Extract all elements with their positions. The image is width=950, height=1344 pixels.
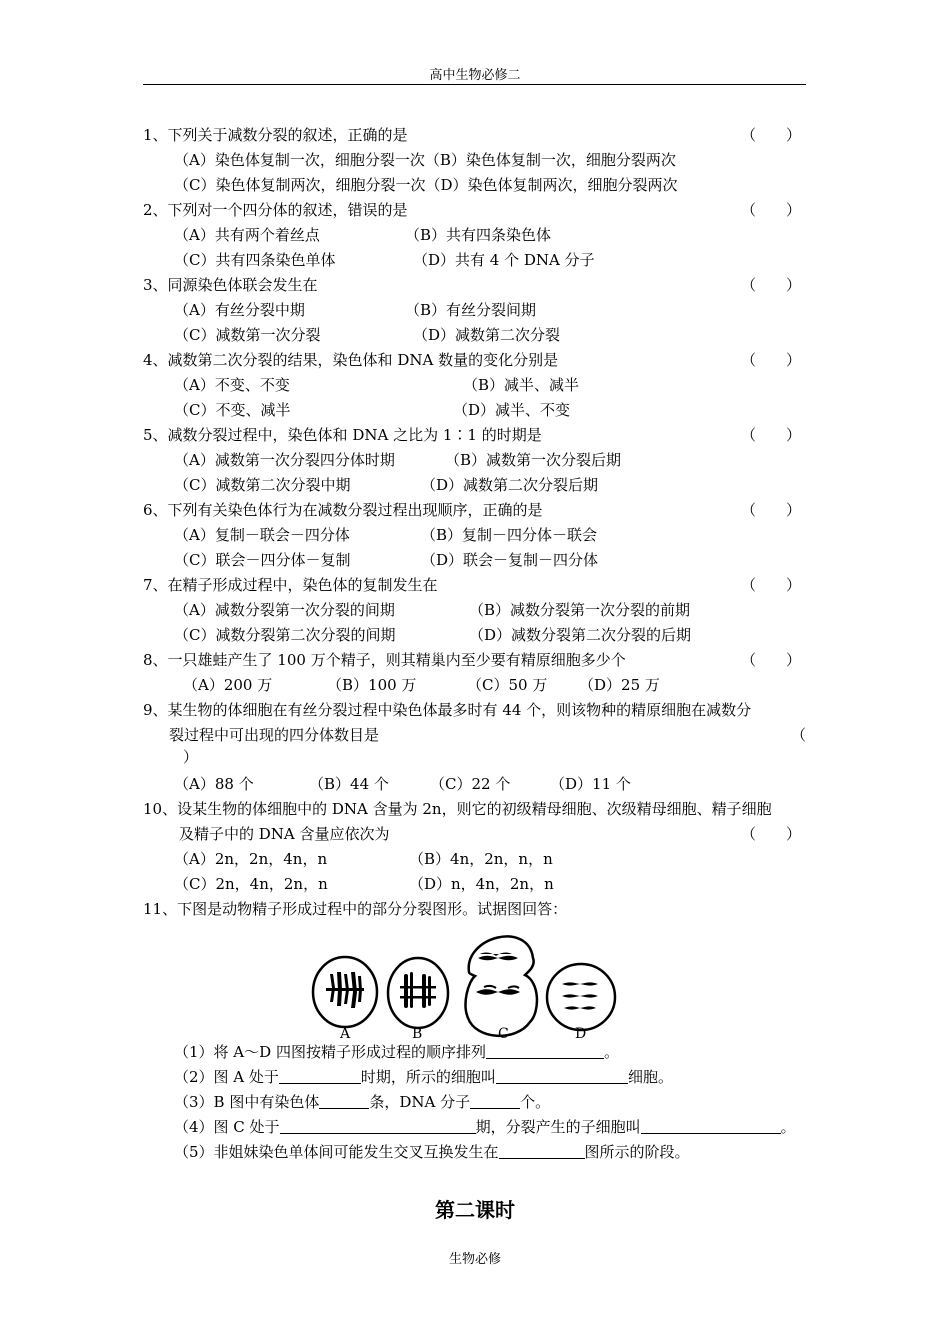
page-header: 高中生物必修二	[429, 68, 521, 83]
option-c: （C）减数第二次分裂中期	[174, 476, 351, 494]
answer-bracket: （ ）	[740, 426, 801, 444]
question-10-stem-line2: 及精子中的 DNA 含量应依次为 （ ）	[143, 822, 806, 847]
answer-bracket: （ ）	[740, 576, 801, 594]
option-b: （B）减数第一次分裂后期	[445, 451, 622, 469]
option-b: （B）100 万	[327, 676, 417, 694]
option-d: （D）减数第二次分裂后期	[421, 476, 599, 494]
option-b: （B）减半、减半	[463, 376, 580, 394]
question-6-stem: 6、下列有关染色体行为在减数分裂过程出现顺序，正确的是 （ ）	[143, 498, 806, 523]
answer-bracket: （ ）	[740, 201, 801, 219]
question-11-sub-3: （3）B 图中有染色体 条，DNA 分子 个。	[174, 1093, 551, 1111]
answer-bracket: （ ）	[740, 126, 801, 144]
question-5-stem: 5、减数分裂过程中，染色体和 DNA 之比为 1∶1 的时期是 （ ）	[143, 423, 806, 448]
question-2-stem: 2、下列对一个四分体的叙述，错误的是 （ ）	[143, 198, 806, 223]
option-a: （A）2n，2n，4n，n	[174, 850, 328, 868]
option-a: （A）有丝分裂中期	[174, 301, 305, 319]
answer-blank[interactable]	[486, 1041, 604, 1059]
option-d: （D）联会－复制－四分体	[421, 551, 599, 569]
figure-label-b: B	[412, 1026, 423, 1040]
question-2-options-ab	[143, 223, 806, 248]
answer-blank[interactable]	[279, 1066, 361, 1084]
option-b: （B）有丝分裂间期	[405, 301, 537, 319]
option-b: （B）染色体复制一次，细胞分裂两次	[424, 151, 676, 169]
cell-b-membrane	[388, 958, 448, 1028]
option-a: （A）88 个	[174, 775, 254, 793]
question-2-options-cd	[143, 248, 806, 273]
cell-division-figure	[308, 922, 628, 1040]
question-7-options-cd	[143, 623, 806, 648]
answer-blank[interactable]	[470, 1091, 520, 1109]
option-c: （C）染色体复制两次，细胞分裂一次	[174, 176, 426, 194]
option-d: （D）减数第二次分裂	[413, 326, 561, 344]
cell-division-diagram	[308, 922, 628, 1040]
question-9-stem-line2: 裂过程中可出现的四分体数目是 （	[143, 723, 806, 748]
question-9-options	[143, 772, 806, 797]
question-8-options	[143, 673, 806, 698]
question-1-options-cd	[143, 173, 806, 198]
answer-bracket: （ ）	[740, 651, 801, 669]
question-4-stem: 4、减数第二次分裂的结果，染色体和 DNA 数量的变化分别是 （ ）	[143, 348, 806, 373]
answer-bracket: （ ）	[740, 825, 801, 843]
figure-label-a: A	[340, 1026, 351, 1040]
header-rule	[143, 84, 806, 85]
answer-bracket-close: ）	[183, 748, 199, 766]
option-d: （D）减数分裂第二次分裂的后期	[469, 626, 692, 644]
question-7-options-ab	[143, 598, 806, 623]
option-d: （D）25 万	[579, 676, 660, 694]
question-3-options-cd	[143, 323, 806, 348]
page-footer: 生物必修	[448, 1252, 501, 1267]
cell-c-chromosomes	[476, 953, 520, 995]
cell-a-membrane	[313, 957, 377, 1027]
question-6-options-ab	[143, 523, 806, 548]
option-c: （C）减数第一次分裂	[174, 326, 321, 344]
option-d: （D）11 个	[550, 775, 631, 793]
question-10-options-cd	[143, 872, 806, 897]
option-a: （A）染色体复制一次，细胞分裂一次	[174, 151, 425, 169]
option-c: （C）联会－四分体－复制	[174, 551, 351, 569]
option-b: （B）44 个	[309, 775, 389, 793]
question-7-stem: 7、在精子形成过程中，染色体的复制发生在 （ ）	[143, 573, 806, 598]
figure-label-c: C	[498, 1026, 509, 1040]
answer-bracket: （ ）	[740, 276, 801, 294]
answer-blank[interactable]	[641, 1116, 781, 1134]
question-10-stem-line1: 10、设某生物的体细胞中的 DNA 含量为 2n，则它的初级精母细胞、次级精母细胞、精子细胞	[143, 800, 772, 818]
option-a: （A）共有两个着丝点	[174, 226, 320, 244]
option-b: （B）减数分裂第一次分裂的前期	[469, 601, 691, 619]
question-1-stem: 1、下列关于减数分裂的叙述，正确的是 （ ）	[143, 123, 806, 148]
question-8-stem: 8、一只雄蛙产生了 100 万个精子，则其精巢内至少要有精原细胞多少个 （ ）	[143, 648, 806, 673]
option-c: （C）不变、减半	[174, 401, 291, 419]
question-6-options-cd	[143, 548, 806, 573]
question-11-sub-5: （5）非姐妹染色单体间可能发生交叉互换发生在 图所示的阶段。	[174, 1143, 690, 1161]
cell-c-membrane	[466, 936, 537, 1035]
option-c: （C）共有四条染色单体	[174, 251, 336, 269]
option-c: （C）减数分裂第二次分裂的间期	[174, 626, 396, 644]
answer-blank[interactable]	[319, 1091, 369, 1109]
option-d: （D）共有 4 个 DNA 分子	[413, 251, 595, 269]
question-11-stem: 11、下图是动物精子形成过程中的部分分裂图形。试据图回答：	[143, 900, 568, 918]
answer-blank[interactable]	[280, 1116, 476, 1134]
question-10-options-ab	[143, 847, 806, 872]
option-d: （D）n，4n，2n，n	[409, 875, 554, 893]
question-5-options-ab	[143, 448, 806, 473]
cell-d-chromosomes	[562, 982, 598, 1009]
option-a: （A）减数第一次分裂四分体时期	[174, 451, 395, 469]
answer-blank[interactable]	[496, 1066, 628, 1084]
question-11-sub-1: （1）将 A～D 四图按精子形成过程的顺序排列 。	[174, 1043, 619, 1061]
option-b: （B）4n，2n，n，n	[409, 850, 553, 868]
option-b: （B）共有四条染色体	[405, 226, 552, 244]
option-c: （C）50 万	[467, 676, 548, 694]
answer-bracket: （ ）	[740, 501, 801, 519]
question-11-sub-4: （4）图 C 处于 期，分裂产生的子细胞叫 。	[174, 1118, 796, 1136]
option-c: （C）22 个	[430, 775, 511, 793]
option-a: （A）不变、不变	[174, 376, 290, 394]
figure-label-d: D	[575, 1026, 587, 1040]
cell-a-chromosomes	[326, 972, 364, 1008]
section-title: 第二课时	[435, 1198, 515, 1222]
option-a: （A）200 万	[183, 676, 273, 694]
question-11-sub-2: （2）图 A 处于 时期，所示的细胞叫 细胞。	[174, 1068, 673, 1086]
question-5-options-cd	[143, 473, 806, 498]
cell-b-chromosomes	[400, 972, 436, 1008]
question-1-options-ab	[143, 148, 806, 173]
question-4-options-cd	[143, 398, 806, 423]
option-d: （D）染色体复制两次，细胞分裂两次	[425, 176, 678, 194]
answer-blank[interactable]	[499, 1141, 585, 1159]
cell-d-membrane	[547, 964, 615, 1030]
option-a: （A）减数分裂第一次分裂的间期	[174, 601, 395, 619]
question-9-stem-line1: 9、某生物的体细胞在有丝分裂过程中染色体最多时有 44 个，则该物种的精原细胞在减数分	[143, 701, 752, 719]
option-d: （D）减半、不变	[453, 401, 571, 419]
option-b: （B）复制－四分体－联会	[421, 526, 598, 544]
question-3-options-ab	[143, 298, 806, 323]
answer-bracket: （ ）	[740, 351, 801, 369]
question-list	[143, 123, 806, 1165]
question-4-options-ab	[143, 373, 806, 398]
option-a: （A）复制－联会－四分体	[174, 526, 350, 544]
option-c: （C）2n，4n，2n，n	[174, 875, 328, 893]
answer-bracket-open: （	[790, 726, 806, 744]
question-3-stem: 3、同源染色体联会发生在 （ ）	[143, 273, 806, 298]
